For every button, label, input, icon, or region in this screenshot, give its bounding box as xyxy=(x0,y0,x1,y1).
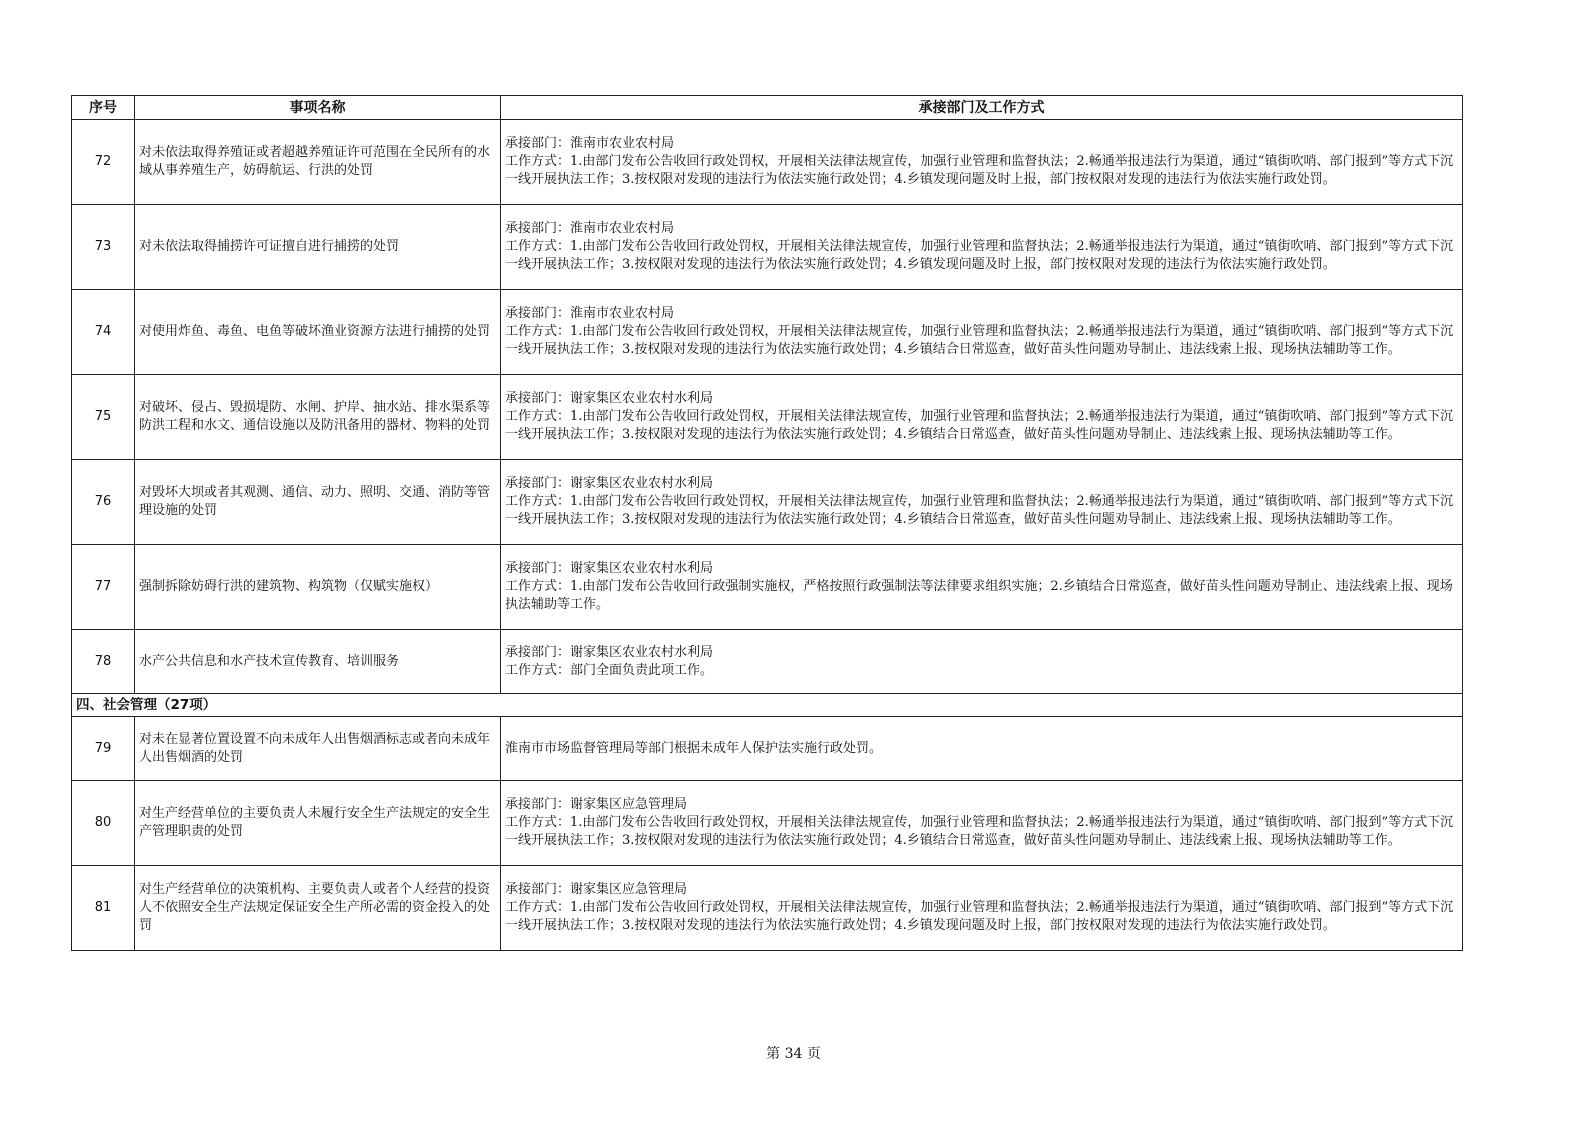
row-name: 水产公共信息和水产技术宣传教育、培训服务 xyxy=(135,630,501,694)
row-dept xyxy=(501,120,1463,205)
items-table xyxy=(71,95,1463,951)
row-name: 对破坏、侵占、毁损堤防、水闸、护岸、抽水站、排水渠系等防洪工程和水文、通信设施以及防汛备用的器材、物料的处罚 xyxy=(135,375,501,460)
row-num: 75 xyxy=(72,375,135,460)
dept-line: 承接部门：淮南市农业农村局 xyxy=(505,136,675,151)
dept-line: 承接部门：谢家集区农业农村水利局 xyxy=(505,391,714,406)
row-dept xyxy=(501,717,1463,781)
table-row xyxy=(72,205,1463,290)
table-row xyxy=(72,545,1463,630)
method-line: 工作方式：1.由部门发布公告收回行政处罚权，开展相关法律法规宣传，加强行业管理和监督执法；2.畅通举报违法行为渠道，通过“镇街吹哨、部门报到”等方式下沉一线开展执法工作；3.按权限对发现的违法行为依法实施行政处罚；4.乡镇结合日常巡查，做好苗头性问题劝导制止、违法线索上报、现场执法辅助等工作。 xyxy=(505,324,1454,357)
dept-line: 承接部门：谢家集区应急管理局 xyxy=(505,882,688,897)
row-dept xyxy=(501,375,1463,460)
row-dept xyxy=(501,866,1463,951)
row-name: 强制拆除妨碍行洪的建筑物、构筑物（仅赋实施权） xyxy=(135,545,501,630)
dept-line: 承接部门：淮南市农业农村局 xyxy=(505,306,675,321)
table-header-row xyxy=(72,96,1463,120)
row-num: 77 xyxy=(72,545,135,630)
row-name: 对未依法取得捕捞许可证擅自进行捕捞的处罚 xyxy=(135,205,501,290)
header-name: 事项名称 xyxy=(135,96,501,120)
dept-line: 承接部门：谢家集区应急管理局 xyxy=(505,797,688,812)
row-name: 对未依法取得养殖证或者超越养殖证许可范围在全民所有的水域从事养殖生产，妨碍航运、行洪的处罚 xyxy=(135,120,501,205)
method-line: 工作方式：部门全面负责此项工作。 xyxy=(505,662,714,678)
row-dept xyxy=(501,545,1463,630)
method-line: 工作方式：1.由部门发布公告收回行政强制实施权，严格按照行政强制法等法律要求组织实施；2.乡镇结合日常巡查，做好苗头性问题劝导制止、违法线索上报、现场执法辅助等工作。 xyxy=(505,579,1453,612)
row-name: 对生产经营单位的主要负责人未履行安全生产法规定的安全生产管理职责的处罚 xyxy=(135,781,501,866)
row-dept xyxy=(501,781,1463,866)
row-num: 76 xyxy=(72,460,135,545)
dept-line: 承接部门：谢家集区农业农村水利局 xyxy=(505,476,714,491)
dept-line: 承接部门：谢家集区农业农村水利局 xyxy=(505,561,714,576)
method-line: 工作方式：1.由部门发布公告收回行政处罚权，开展相关法律法规宣传，加强行业管理和监督执法；2.畅通举报违法行为渠道，通过“镇街吹哨、部门报到”等方式下沉一线开展执法工作；3.按权限对发现的违法行为依法实施行政处罚；4.乡镇结合日常巡查，做好苗头性问题劝导制止、违法线索上报、现场执法辅助等工作。 xyxy=(505,409,1454,442)
method-line: 工作方式：1.由部门发布公告收回行政处罚权，开展相关法律法规宣传，加强行业管理和监督执法；2.畅通举报违法行为渠道，通过“镇街吹哨、部门报到”等方式下沉一线开展执法工作；3.按权限对发现的违法行为依法实施行政处罚；4.乡镇发现问题及时上报，部门按权限对发现的违法行为依法实施行政处罚。 xyxy=(505,900,1454,933)
table-row xyxy=(72,781,1463,866)
method-line: 工作方式：1.由部门发布公告收回行政处罚权，开展相关法律法规宣传，加强行业管理和监督执法；2.畅通举报违法行为渠道，通过“镇街吹哨、部门报到”等方式下沉一线开展执法工作；3.按权限对发现的违法行为依法实施行政处罚；4.乡镇发现问题及时上报，部门按权限对发现的违法行为依法实施行政处罚。 xyxy=(505,154,1454,187)
row-name: 对未在显著位置设置不向未成年人出售烟酒标志或者向未成年人出售烟酒的处罚 xyxy=(135,717,501,781)
table-row xyxy=(72,866,1463,951)
table-row xyxy=(72,717,1463,781)
row-dept xyxy=(501,205,1463,290)
table-row xyxy=(72,120,1463,205)
header-num: 序号 xyxy=(72,96,135,120)
row-num: 79 xyxy=(72,717,135,781)
method-line: 工作方式：1.由部门发布公告收回行政处罚权，开展相关法律法规宣传，加强行业管理和监督执法；2.畅通举报违法行为渠道，通过“镇街吹哨、部门报到”等方式下沉一线开展执法工作；3.按权限对发现的违法行为依法实施行政处罚；4.乡镇结合日常巡查，做好苗头性问题劝导制止、违法线索上报、现场执法辅助等工作。 xyxy=(505,494,1454,527)
row-num: 73 xyxy=(72,205,135,290)
table-row xyxy=(72,290,1463,375)
row-num: 74 xyxy=(72,290,135,375)
method-line: 工作方式：1.由部门发布公告收回行政处罚权，开展相关法律法规宣传，加强行业管理和监督执法；2.畅通举报违法行为渠道，通过“镇街吹哨、部门报到”等方式下沉一线开展执法工作；3.按权限对发现的违法行为依法实施行政处罚；4.乡镇结合日常巡查，做好苗头性问题劝导制止、违法线索上报、现场执法辅助等工作。 xyxy=(505,815,1454,848)
dept-line: 承接部门：谢家集区农业农村水利局 xyxy=(505,644,714,660)
row-name: 对毁坏大坝或者其观测、通信、动力、照明、交通、消防等管理设施的处罚 xyxy=(135,460,501,545)
row-name: 对使用炸鱼、毒鱼、电鱼等破坏渔业资源方法进行捕捞的处罚 xyxy=(135,290,501,375)
dept-line: 淮南市市场监督管理局等部门根据未成年人保护法实施行政处罚。 xyxy=(505,740,883,756)
table-row xyxy=(72,630,1463,694)
page-number: 第 34 页 xyxy=(766,1046,821,1062)
row-num: 81 xyxy=(72,866,135,951)
section-title: 四、社会管理（27项） xyxy=(72,694,1463,717)
row-dept xyxy=(501,460,1463,545)
row-dept xyxy=(501,290,1463,375)
section-row xyxy=(72,694,1463,717)
row-name: 对生产经营单位的决策机构、主要负责人或者个人经营的投资人不依照安全生产法规定保证安全生产所必需的资金投入的处罚 xyxy=(135,866,501,951)
row-num: 78 xyxy=(72,630,135,694)
row-num: 72 xyxy=(72,120,135,205)
row-num: 80 xyxy=(72,781,135,866)
header-dept: 承接部门及工作方式 xyxy=(501,96,1463,120)
table-row xyxy=(72,375,1463,460)
row-dept xyxy=(501,630,1463,694)
table-row xyxy=(72,460,1463,545)
dept-line: 承接部门：淮南市农业农村局 xyxy=(505,221,675,236)
method-line: 工作方式：1.由部门发布公告收回行政处罚权，开展相关法律法规宣传，加强行业管理和监督执法；2.畅通举报违法行为渠道，通过“镇街吹哨、部门报到”等方式下沉一线开展执法工作；3.按权限对发现的违法行为依法实施行政处罚；4.乡镇发现问题及时上报，部门按权限对发现的违法行为依法实施行政处罚。 xyxy=(505,239,1454,272)
